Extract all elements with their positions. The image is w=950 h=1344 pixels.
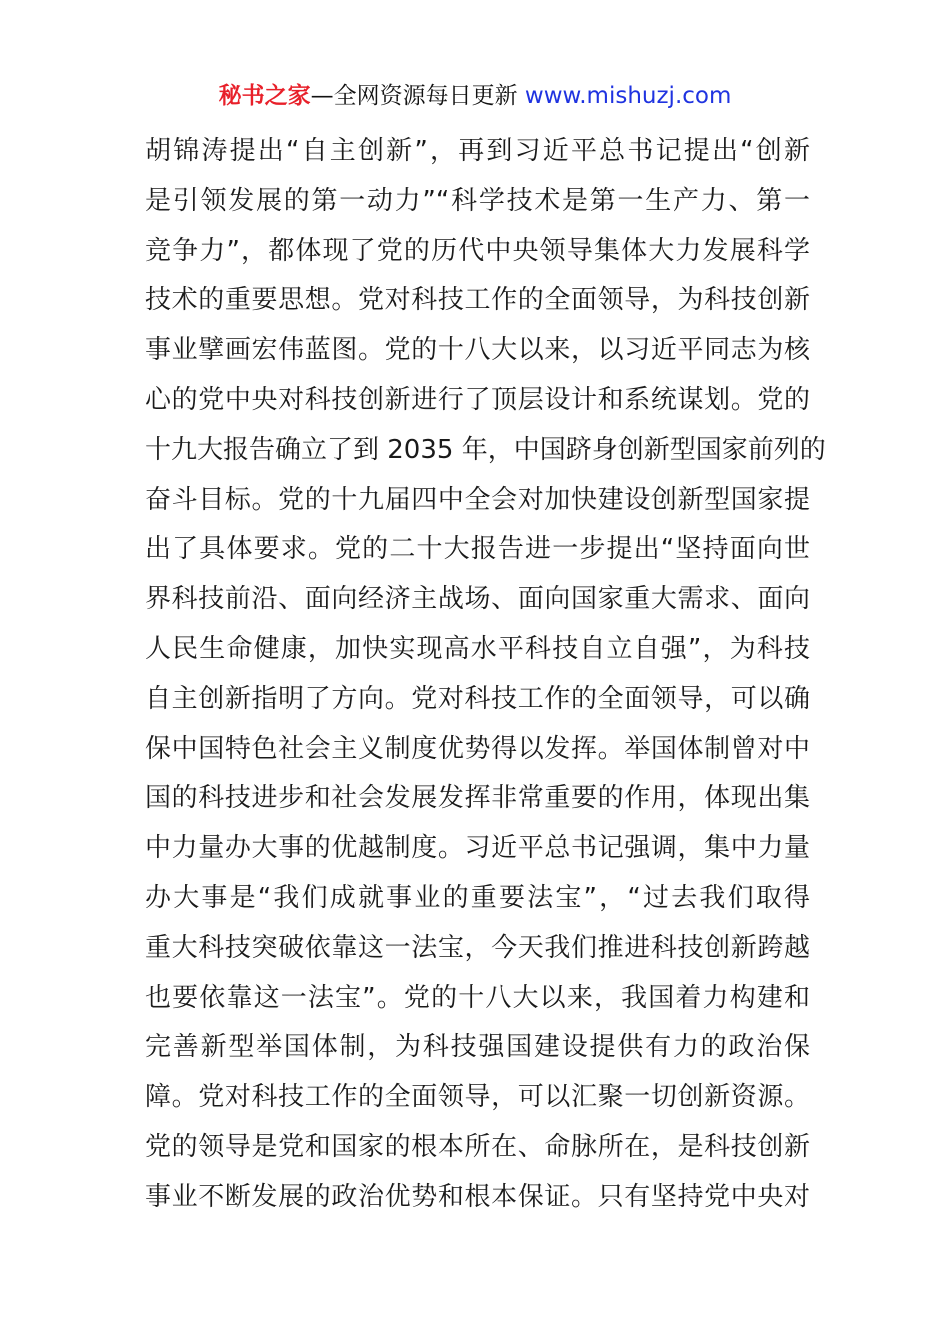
text-line: 奋斗目标。党的十九届四中全会对加快建设创新型国家提 xyxy=(145,484,810,515)
text-line: 人民生命健康，加快实现高水平科技自立自强”，为科技 xyxy=(145,633,810,664)
text-line: 是引领发展的第一动力”“科学技术是第一生产力、第一 xyxy=(145,185,810,216)
text-line: 重大科技突破依靠这一法宝，今天我们推进科技创新跨越 xyxy=(145,932,810,963)
text-line: 保中国特色社会主义制度优势得以发挥。举国体制曾对中 xyxy=(145,733,810,764)
text-line: 技术的重要思想。党对科技工作的全面领导，为科技创新 xyxy=(145,285,810,316)
text-line: 国的科技进步和社会发展发挥非常重要的作用，体现出集 xyxy=(145,783,810,814)
text-line: 事业不断发展的政治优势和根本保证。只有坚持党中央对 xyxy=(145,1181,810,1212)
site-url-link[interactable]: www.mishuzj.com xyxy=(524,83,732,109)
text-line: 也要依靠这一法宝”。党的十八大以来，我国着力构建和 xyxy=(145,982,810,1013)
site-brand: 秘书之家 xyxy=(218,83,311,109)
text-line: 完善新型举国体制，为科技强国建设提供有力的政治保 xyxy=(145,1032,810,1063)
text-line: 办大事是“我们成就事业的重要法宝”，“过去我们取得 xyxy=(145,882,810,913)
text-line: 障。党对科技工作的全面领导，可以汇聚一切创新资源。 xyxy=(145,1082,810,1113)
text-line: 胡锦涛提出“自主创新”，再到习近平总书记提出“创新 xyxy=(145,136,810,166)
article-body xyxy=(145,127,826,1223)
text-line: 出了具体要求。党的二十大报告进一步提出“坚持面向世 xyxy=(145,534,810,565)
text-line: 事业擘画宏伟蓝图。党的十八大以来，以习近平同志为核 xyxy=(145,335,810,366)
text-line: 党的领导是党和国家的根本所在、命脉所在，是科技创新 xyxy=(145,1131,810,1162)
text-line: 心的党中央对科技创新进行了顶层设计和系统谋划。党的 xyxy=(145,384,810,415)
text-line: 自主创新指明了方向。党对科技工作的全面领导，可以确 xyxy=(145,683,810,714)
text-line: 界科技前沿、面向经济主战场、面向国家重大需求、面向 xyxy=(145,584,810,615)
text-line: 十九大报告确立了到 2035 年，中国跻身创新型国家前列的 xyxy=(145,434,826,465)
site-header xyxy=(0,78,950,114)
site-tagline: —全网资源每日更新 xyxy=(310,83,518,109)
text-line: 竞争力”，都体现了党的历代中央领导集体大力发展科学 xyxy=(145,235,810,266)
text-line: 中力量办大事的优越制度。习近平总书记强调，集中力量 xyxy=(145,833,810,864)
